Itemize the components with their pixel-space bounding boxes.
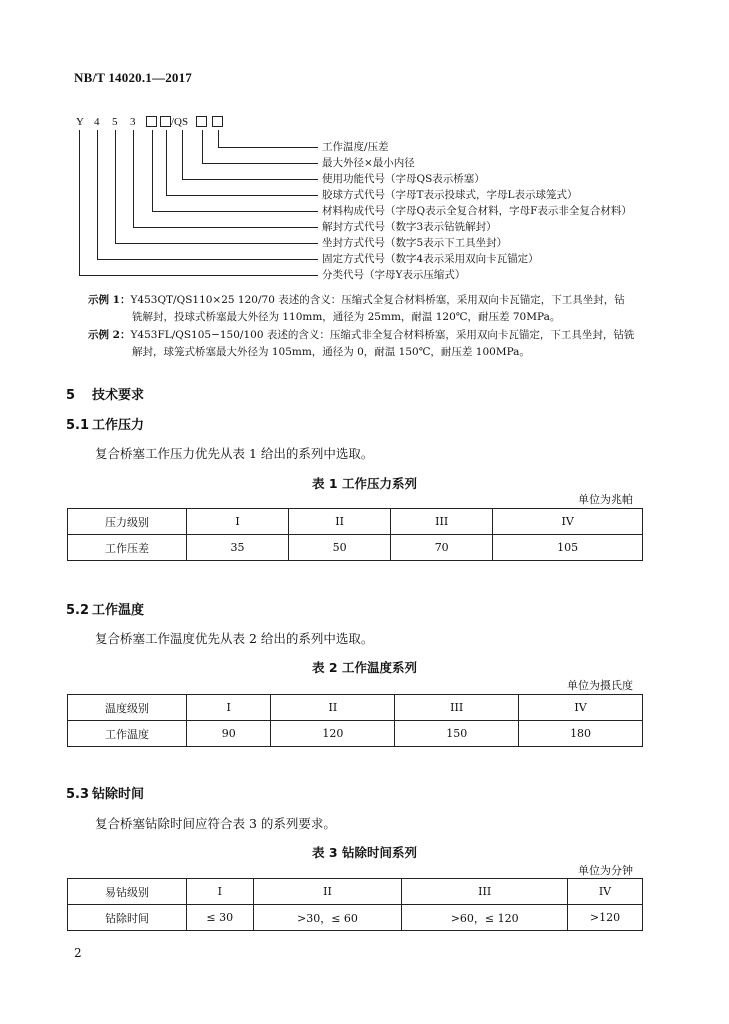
desc-temperature-pressure: 工作温度/压差	[322, 141, 389, 153]
table-3-unit: 单位为分钟	[578, 864, 633, 877]
table-cell: I	[187, 879, 254, 905]
section-5-3-text: 复合桥塞钻除时间应符合表 3 的系列要求。	[95, 816, 336, 831]
code-box-material	[146, 116, 157, 129]
leader-v-3	[115, 130, 116, 243]
leader-h-9	[79, 275, 318, 276]
table-1-unit: 单位为兆帕	[578, 493, 633, 506]
code-box-temp	[212, 116, 223, 129]
leader-v-8	[202, 130, 203, 163]
desc-anchoring: 固定方式代号（数字4表示采用双向卡瓦锚定）	[322, 253, 539, 265]
section-5-3-heading	[66, 783, 144, 802]
example-2-line1: Y453FL/QS105−150/100 表述的含义：压缩式非全复合材料桥塞，采用双向卡瓦锚定，下工具坐封，钻铣	[130, 329, 635, 341]
code-char-y: Y	[76, 116, 84, 128]
code-char-3: 3	[130, 116, 136, 128]
table-2-unit: 单位为摄氏度	[567, 679, 633, 692]
section-number: 5.1	[66, 418, 90, 433]
leader-h-4	[166, 195, 318, 196]
desc-size: 最大外径×最小内径	[322, 157, 415, 169]
table-cell: ≤ 30	[187, 905, 254, 931]
section-5-heading	[66, 384, 144, 403]
table-cell: 35	[187, 535, 289, 561]
code-box-size	[196, 116, 207, 129]
desc-ball-type: 胶球方式代号（字母T表示投球式，字母L表示球笼式）	[322, 189, 578, 201]
desc-material: 材料构成代号（字母Q表示全复合材料，字母F表示非全复合材料）	[322, 205, 632, 217]
table-1	[67, 508, 643, 561]
table-cell: 50	[289, 535, 391, 561]
table-1-caption: 表 1 工作压力系列	[312, 476, 417, 491]
leader-v-5	[152, 130, 153, 211]
table-cell: II	[271, 695, 395, 721]
table-cell: I	[187, 509, 289, 535]
table-cell: 105	[493, 535, 643, 561]
table-cell: II	[289, 509, 391, 535]
code-box-ball	[160, 116, 171, 129]
page-number: 2	[74, 946, 82, 960]
section-number: 5	[66, 388, 76, 403]
table-cell: 120	[271, 721, 395, 747]
leader-h-5	[152, 211, 318, 212]
section-number: 5.3	[66, 787, 90, 802]
leader-h-1	[218, 147, 318, 148]
table-cell: 90	[187, 721, 271, 747]
code-char-4: 4	[94, 116, 100, 128]
desc-setting: 坐封方式代号（数字5表示下工具坐封）	[322, 237, 508, 249]
leader-v-6	[166, 130, 167, 195]
code-char-5: 5	[112, 116, 118, 128]
table-row	[68, 721, 643, 747]
example-2-line2: 解封，球笼式桥塞最大外径为 105mm，通径为 0，耐温 150℃，耐压差 100MPa。	[132, 346, 530, 358]
section-title: 工作压力	[92, 418, 145, 433]
leader-v-7	[182, 130, 183, 179]
section-5-1-text: 复合桥塞工作压力优先从表 1 给出的系列中选取。	[95, 446, 374, 461]
example-2-label: 示例 2：	[88, 329, 131, 341]
table-cell: III	[402, 879, 568, 905]
table-row	[68, 509, 643, 535]
example-1-label: 示例 1：	[88, 294, 131, 306]
section-title: 技术要求	[92, 388, 145, 403]
table-cell: 70	[391, 535, 493, 561]
table-row	[68, 695, 643, 721]
table-cell: IV	[493, 509, 643, 535]
table-cell: >30，≤ 60	[253, 905, 402, 931]
leader-v-9	[218, 130, 219, 147]
table-3-caption: 表 3 钻除时间系列	[312, 845, 417, 860]
desc-unseal: 解封方式代号（数字3表示钻铣解封）	[322, 221, 497, 233]
example-1	[88, 292, 648, 326]
leader-h-6	[133, 227, 318, 228]
table-2	[67, 694, 643, 747]
table-3	[67, 878, 643, 931]
example-2	[88, 327, 648, 361]
section-5-2-text: 复合桥塞工作温度优先从表 2 给出的系列中选取。	[95, 631, 374, 646]
table-cell: 工作压差	[68, 535, 187, 561]
table-cell: 温度级别	[68, 695, 187, 721]
table-cell: III	[391, 509, 493, 535]
leader-v-1	[79, 130, 80, 275]
product-code-diagram	[72, 114, 672, 282]
leader-h-8	[97, 259, 318, 260]
table-cell: >120	[567, 905, 642, 931]
example-1-line2: 铣解封，投球式桥塞最大外径为 110mm，通径为 25mm，耐温 120℃，耐压差 70MPa。	[132, 311, 561, 323]
table-2-caption: 表 2 工作温度系列	[312, 660, 417, 675]
leader-h-3	[182, 179, 318, 180]
table-cell: II	[253, 879, 402, 905]
table-cell: 压力级别	[68, 509, 187, 535]
code-qs: /QS	[171, 116, 189, 128]
table-cell: >60，≤ 120	[402, 905, 568, 931]
table-cell: 150	[395, 721, 519, 747]
table-cell: IV	[567, 879, 642, 905]
table-cell: 易钻级别	[68, 879, 187, 905]
table-cell: IV	[519, 695, 643, 721]
leader-h-7	[115, 243, 318, 244]
section-title: 工作温度	[92, 603, 145, 618]
section-title: 钻除时间	[92, 787, 145, 802]
section-5-1-heading	[66, 414, 144, 433]
table-cell: I	[187, 695, 271, 721]
leader-h-2	[202, 163, 318, 164]
desc-function: 使用功能代号（字母QS表示桥塞）	[322, 173, 485, 185]
standard-number: NB/T 14020.1—2017	[74, 70, 193, 85]
table-row	[68, 535, 643, 561]
table-cell: III	[395, 695, 519, 721]
example-1-line1: Y453QT/QS110×25 120/70 表述的含义：压缩式全复合材料桥塞，采用双向卡瓦锚定，下工具坐封，钻	[130, 294, 625, 306]
desc-classification: 分类代号（字母Y表示压缩式）	[322, 269, 466, 281]
table-cell: 180	[519, 721, 643, 747]
leader-v-2	[97, 130, 98, 259]
leader-v-4	[133, 130, 134, 227]
table-cell: 钻除时间	[68, 905, 187, 931]
table-row	[68, 879, 643, 905]
section-number: 5.2	[66, 603, 90, 618]
section-5-2-heading	[66, 599, 144, 618]
table-row	[68, 905, 643, 931]
table-cell: 工作温度	[68, 721, 187, 747]
